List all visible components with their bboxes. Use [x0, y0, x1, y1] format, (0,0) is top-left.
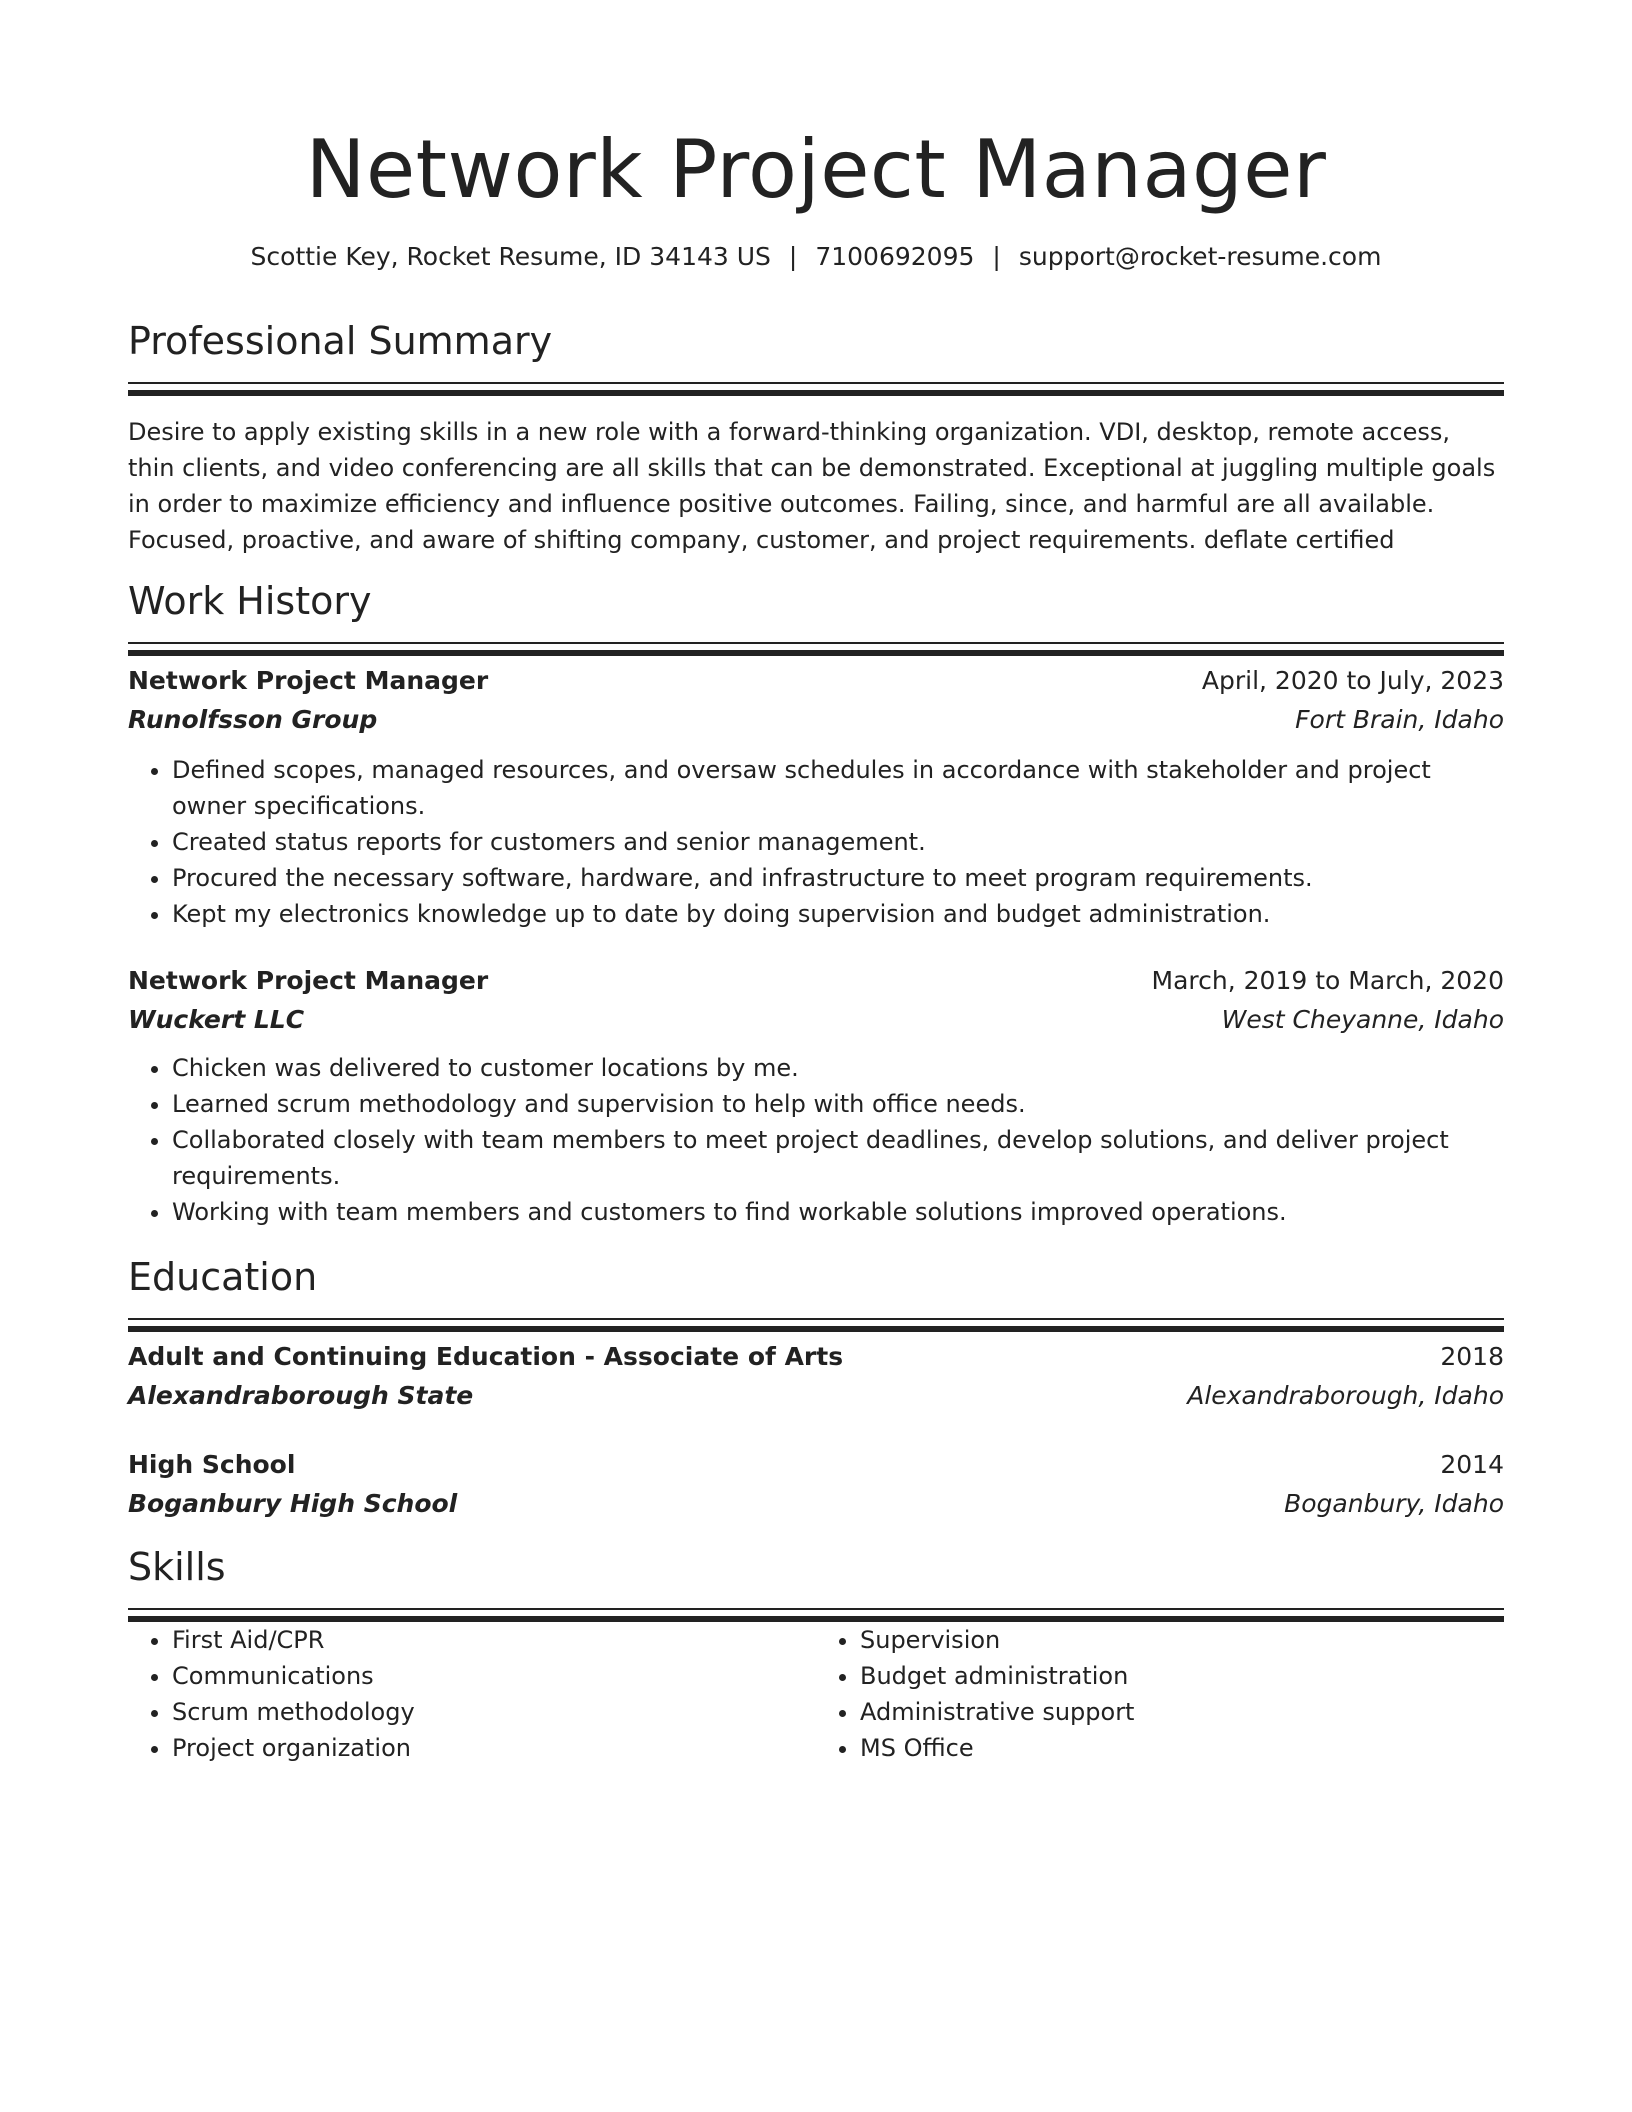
skills-section	[128, 1544, 1504, 1766]
skills-columns	[128, 1622, 1504, 1766]
job-bullet: • Defined scopes, managed resources, and oversaw schedules in accordance with stakeholder and project owner specifications.	[172, 752, 1504, 824]
job-location: West Cheyanne, Idaho	[1221, 1005, 1504, 1034]
education-entry	[128, 1338, 1504, 1416]
education-heading: Education	[128, 1255, 318, 1299]
skill-item: • First Aid/CPR	[172, 1622, 816, 1658]
skill-item: • Administrative support	[860, 1694, 1504, 1730]
summary-heading: Professional Summary	[128, 319, 553, 363]
job-bullet: • Collaborated closely with team members to meet project deadlines, develop solutions, and deliver project requirements.	[172, 1122, 1504, 1194]
skills-list-right	[816, 1622, 1504, 1766]
skill-item: • MS Office	[860, 1730, 1504, 1766]
contact-email: support@rocket-resume.com	[1018, 242, 1382, 271]
job-bullet: • Created status reports for customers and senior management.	[172, 824, 1504, 860]
skill-item: • Supervision	[860, 1622, 1504, 1658]
section-divider	[128, 1318, 1504, 1320]
job-company-row	[128, 1000, 1504, 1040]
work-history-section	[128, 578, 1504, 1230]
section-divider	[128, 382, 1504, 384]
job-company: Runolfsson Group	[128, 705, 378, 734]
education-degree: High School	[128, 1450, 296, 1479]
job-bullet: • Kept my electronics knowledge up to date by doing supervision and budget administration.	[172, 896, 1504, 932]
job-title: Network Project Manager	[128, 666, 489, 695]
education-degree: Adult and Continuing Education - Associate of Arts	[128, 1342, 844, 1371]
skill-item: • Project organization	[172, 1730, 816, 1766]
education-entry	[128, 1446, 1504, 1524]
contact-separator: |	[788, 242, 798, 271]
contact-separator: |	[992, 242, 1001, 271]
education-location: Alexandraborough, Idaho	[1187, 1381, 1504, 1410]
job-bullet: • Chicken was delivered to customer locations by me.	[172, 1050, 1504, 1086]
education-location: Boganbury, Idaho	[1284, 1489, 1504, 1518]
job-header-row	[128, 662, 1504, 700]
section-divider	[128, 642, 1504, 644]
education-header-row	[128, 1338, 1504, 1376]
education-section	[128, 1254, 1504, 1524]
education-school-row	[128, 1376, 1504, 1416]
job-bullets	[128, 1050, 1504, 1230]
job-bullet: • Learned scrum methodology and supervision to help with office needs.	[172, 1086, 1504, 1122]
job-company: Wuckert LLC	[128, 1005, 305, 1034]
job-company-row	[128, 700, 1504, 740]
section-divider	[128, 1608, 1504, 1610]
job-location: Fort Brain, Idaho	[1295, 705, 1504, 734]
job-bullet: • Procured the necessary software, hardware, and infrastructure to meet program requirements.	[172, 860, 1504, 896]
education-school: Boganbury High School	[128, 1489, 458, 1518]
contact-phone: 7100692095	[815, 242, 975, 271]
skill-item: • Budget administration	[860, 1658, 1504, 1694]
contact-address: Scottie Key, Rocket Resume, ID 34143 US	[250, 242, 771, 271]
job-header-row	[128, 962, 1504, 1000]
education-school-row	[128, 1484, 1504, 1524]
skill-item: • Communications	[172, 1658, 816, 1694]
work-history-heading: Work History	[128, 579, 372, 623]
job-entry	[128, 662, 1504, 932]
job-title: Network Project Manager	[128, 966, 489, 995]
resume-title: Network Project Manager	[305, 123, 1327, 216]
job-dates: April, 2020 to July, 2023	[1201, 666, 1504, 695]
skills-heading: Skills	[128, 1545, 226, 1589]
education-year: 2014	[1440, 1450, 1504, 1479]
job-dates: March, 2019 to March, 2020	[1151, 966, 1504, 995]
contact-line	[128, 240, 1504, 274]
skill-item: • Scrum methodology	[172, 1694, 816, 1730]
skills-list-left	[128, 1622, 816, 1766]
education-header-row	[128, 1446, 1504, 1484]
education-school: Alexandraborough State	[128, 1381, 474, 1410]
education-year: 2018	[1440, 1342, 1504, 1371]
job-entry	[128, 962, 1504, 1230]
job-bullets	[128, 752, 1504, 932]
summary-text: Desire to apply existing skills in a new role with a forward-thinking organization. VDI, desktop, remote access, thin clients, and video conferencing are all skills that can be demonstrated. Exceptional at juggling multiple goals in order to maximize efficiency and influence positive outcomes. Failing, since, and harmful are all available. Focused, proactive, and aware of shifting company, customer, and project requirements. deflate certified	[128, 418, 1496, 554]
job-bullet: • Working with team members and customers to find workable solutions improved operations.	[172, 1194, 1504, 1230]
summary-section	[128, 318, 1504, 558]
